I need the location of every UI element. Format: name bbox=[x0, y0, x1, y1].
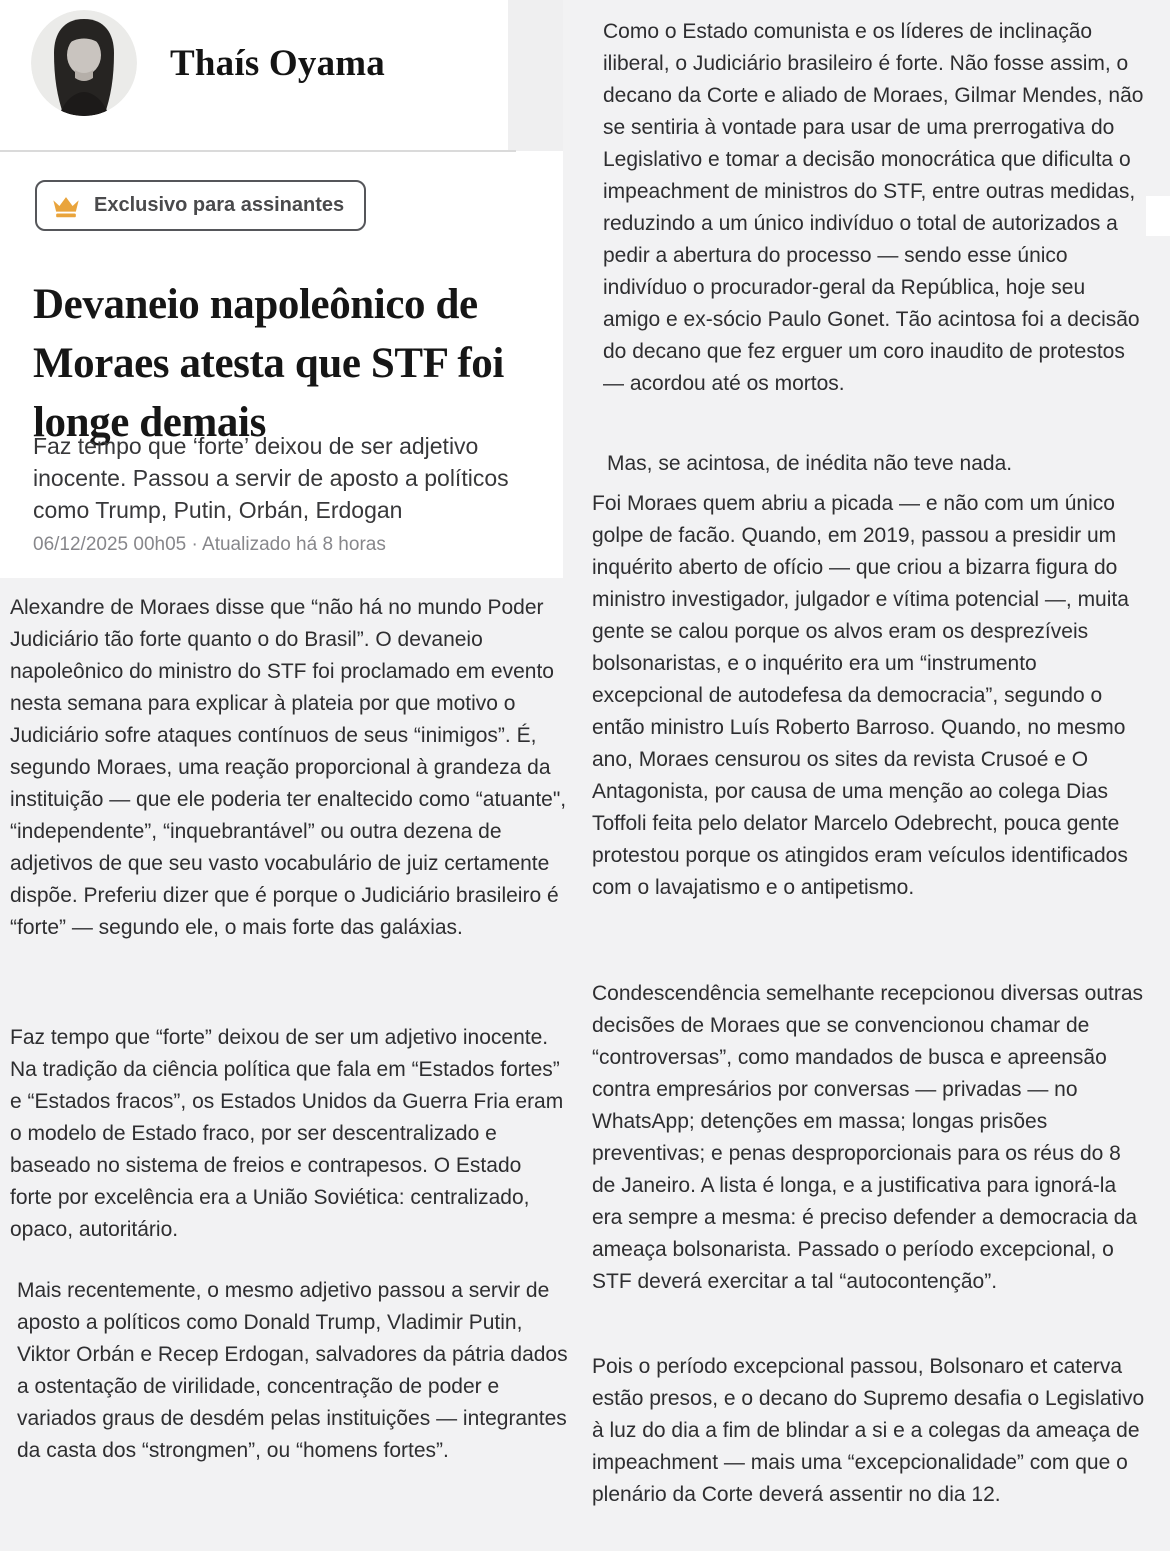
paragraph-left-3: Mais recentemente, o mesmo adjetivo passou a servir de aposto a políticos como Donald Trump, Vladimir Putin, Viktor Orbán e Recep Erdogan, salvadores da pátria dados a ostentação de virilidade, concentração de poder e variados graus de desdém pelas instituições — integrantes da casta dos “strongmen”, ou “homens fortes”. bbox=[17, 1279, 568, 1462]
header-divider bbox=[0, 150, 516, 152]
paragraph-right-5: Pois o período excepcional passou, Bolsonaro et caterva estão presos, e o decano do Supremo desafia o Legislativo à luz do dia a fim de blindar a si e a colegas da ameaça de impeachment — mais uma “excepcionalidade” com que o plenário da Corte deverá assentir no dia 12. bbox=[592, 1355, 1145, 1506]
subscriber-badge-label: Exclusivo para assinantes bbox=[94, 194, 345, 216]
author-name[interactable]: Thaís Oyama bbox=[170, 43, 385, 84]
paragraph-right-1: Como o Estado comunista e os líderes de inclinação iliberal, o Judiciário brasileiro é forte. Não fosse assim, o decano da Corte e aliado de Moraes, Gilmar Mendes, não se sentiria à vontade para usar de uma prerrogativa do Legislativo e tomar a decisão monocrática que dificulta o impeachment de ministros do STF, entre outras medidas, reduzindo a um único indivíduo o total de autorizados a pedir a abertura do processo — sendo esse único indivíduo o procurador-geral da República, hoje seu amigo e ex-sócio Paulo Gonet. Tão acintosa foi a decisão do decano que fez erguer um coro inaudito de protestos — acordou até os mortos. bbox=[603, 20, 1144, 395]
author-photo bbox=[31, 10, 137, 116]
article-subtitle: Faz tempo que ‘forte’ deixou de ser adjetivo inocente. Passou a servir de aposto a políticos como Trump, Putin, Orbán, Erdogan bbox=[33, 433, 509, 523]
edge-white-patch bbox=[1146, 196, 1170, 236]
article-dateline: 06/12/2025 00h05 · Atualizado há 8 horas bbox=[33, 534, 386, 555]
crown-icon bbox=[51, 193, 81, 219]
paragraph-right-4: Condescendência semelhante recepcionou diversas outras decisões de Moraes que se convencionou chamar de “controversas”, como mandados de busca e apreensão contra empresários por conversas — privadas — no WhatsApp; detenções em massa; longas prisões preventivas; e penas desproporcionais para os réus do 8 de Janeiro. A lista é longa, e a justificativa para ignorá-la era sempre a mesma: é preciso defender a democracia da ameaça bolsonarista. Passado o período excepcional, o STF deverá exercitar a tal “autocontenção”. bbox=[592, 982, 1144, 1293]
article-headline: Devaneio napoleônico de Moraes atesta que STF foi longe demais bbox=[33, 280, 504, 446]
author-avatar[interactable] bbox=[31, 10, 137, 116]
paragraph-right-3: Foi Moraes quem abriu a picada — e não com um único golpe de facão. Quando, em 2019, passou a presidir um inquérito aberto de ofício — que criou a bizarra figura do ministro investigador, julgador e vítima potencial —, muita gente se calou porque os alvos eram os desprezíveis bolsonaristas, e o inquérito era um “instrumento excepcional de autodefesa da democracia”, segundo o então ministro Luís Roberto Barroso. Quando, no mesmo ano, Moraes censurou os sites da revista Crusoé e O Antagonista, por causa de uma menção ao colega Dias Toffoli feita pelo delator Marcelo Odebrecht, pouca gente protestou porque os atingidos eram veículos identificados com o lavajatismo e o antipetismo. bbox=[592, 492, 1129, 899]
paragraph-left-2: Faz tempo que “forte” deixou de ser um adjetivo inocente. Na tradição da ciência política que fala em “Estados fortes” e “Estados fracos”, os Estados Unidos da Guerra Fria eram o modelo de Estado fraco, por ser descentralizado e baseado no sistema de freios e contrapesos. O Estado forte por excelência era a União Soviética: centralizado, opaco, autoritário. bbox=[10, 1026, 564, 1241]
subscriber-badge bbox=[35, 180, 366, 231]
header-corner-fill bbox=[508, 0, 563, 151]
paragraph-left-1: Alexandre de Moraes disse que “não há no mundo Poder Judiciário tão forte quanto o do Brasil”. O devaneio napoleônico do ministro do STF foi proclamado em evento nesta semana para explicar à plateia por que motivo o Judiciário sofre ataques contínuos de seus “inimigos”. É, segundo Moraes, uma reação proporcional à grandeza da instituição — que ele poderia ter enaltecido como “atuante", “independente”, “inquebrantável” ou outra dezena de adjetivos de que seu vasto vocabulário de juiz certamente dispõe. Preferiu dizer que é porque o Judiciário brasileiro é “forte” — segundo ele, o mais forte das galáxias. bbox=[10, 596, 567, 939]
paragraph-right-2: Mas, se acintosa, de inédita não teve nada. bbox=[607, 452, 1013, 475]
